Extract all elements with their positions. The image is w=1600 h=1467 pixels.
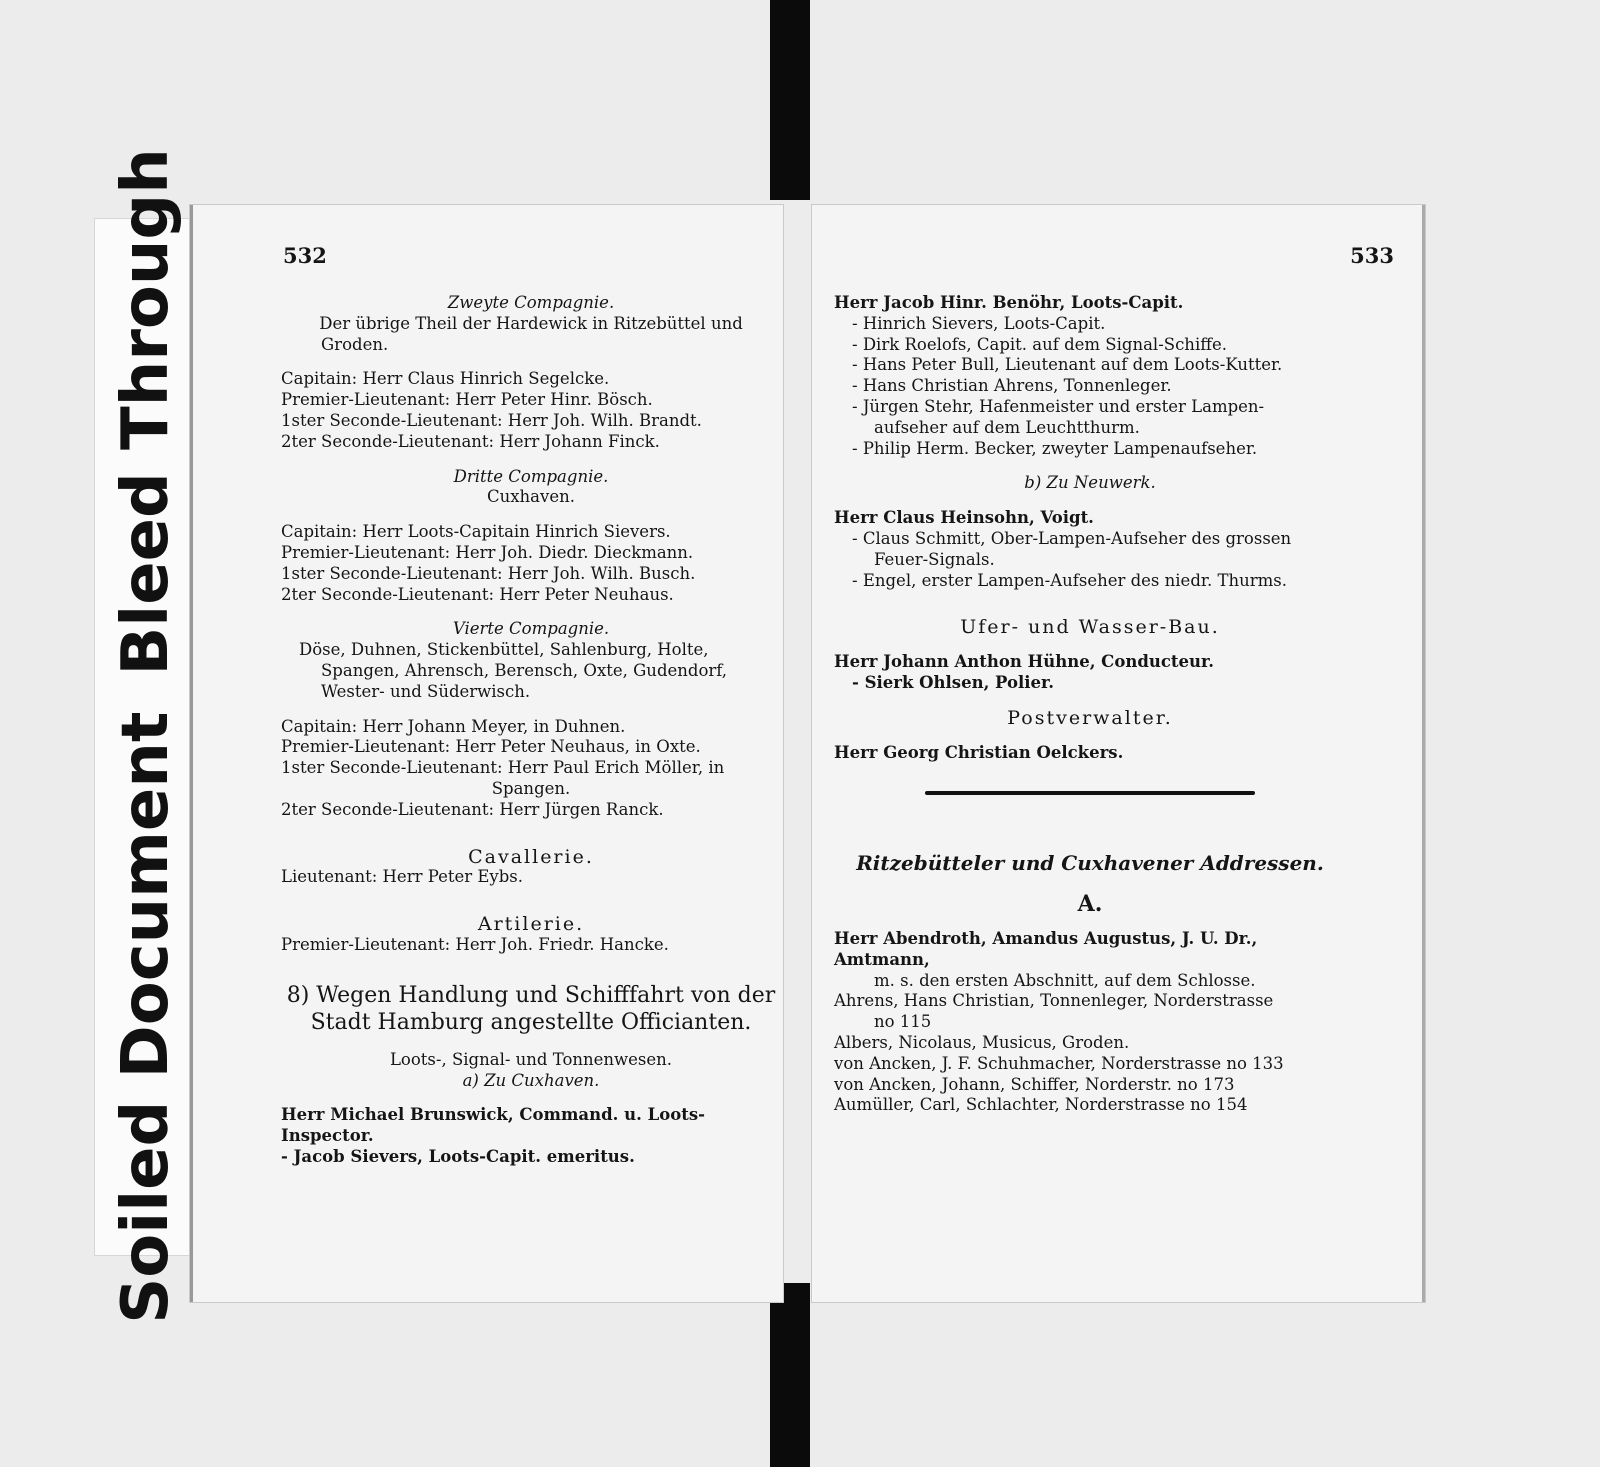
spacer [281, 355, 781, 369]
text-line: Artilerie. [477, 913, 585, 936]
text-line: 1ster Seconde-Lieutenant: Herr Joh. Wilh. Brandt. [281, 410, 702, 430]
spacer [834, 694, 1346, 708]
addresses-heading: Ritzebütteler und Cuxhavener Addressen. [856, 851, 1324, 876]
text-line: Ahrens, Hans Christian, Tonnenleger, Norderstrasse [834, 991, 1274, 1011]
text-line: Aumüller, Carl, Schlachter, Norderstrasse no 154 [834, 1095, 1248, 1115]
text-line: Spangen. [491, 778, 571, 798]
text-line: von Ancken, J. F. Schuhmacher, Norderstrasse no 133 [834, 1053, 1284, 1073]
text-line: aufseher auf dem Leuchtthurm. [874, 417, 1140, 437]
spacer [834, 729, 1346, 743]
text-line: Groden. [321, 334, 389, 354]
book-spine-bottom [770, 1283, 810, 1467]
text-line: Stadt Hamburg angestellte Officianten. [310, 1009, 752, 1035]
text-line: Cuxhaven. [487, 487, 575, 507]
text-line: Capitain: Herr Loots-Capitain Hinrich Sievers. [281, 522, 671, 542]
text-line: Vierte Compagnie. [452, 619, 610, 639]
spacer [834, 494, 1346, 508]
spacer [834, 638, 1346, 652]
left-page-text [281, 293, 781, 1168]
spacer [834, 459, 1346, 473]
spacer [281, 1036, 781, 1050]
text-line: Lieutenant: Herr Peter Eybs. [281, 867, 524, 887]
text-line: b) Zu Neuwerk. [1024, 473, 1156, 493]
page-number: 533 [1350, 243, 1394, 268]
text-line: Zweyte Compagnie. [447, 293, 615, 312]
spacer [281, 1091, 781, 1105]
text-line: - Philip Herm. Becker, zweyter Lampenaufseher. [852, 438, 1258, 458]
text-line: Herr Jacob Hinr. Benöhr, Loots-Capit. [834, 293, 1184, 312]
text-line: Herr Johann Anthon Hühne, Conducteur. [834, 652, 1214, 672]
text-line: Herr Claus Heinsohn, Voigt. [834, 508, 1094, 528]
spacer [281, 605, 781, 619]
text-line: 2ter Seconde-Lieutenant: Herr Peter Neuhaus. [281, 584, 674, 604]
text-line: 8) Wegen Handlung und Schifffahrt von der [286, 982, 776, 1008]
text-line: no 115 [874, 1012, 932, 1032]
right-page [812, 205, 1425, 1302]
text-line: Herr Michael Brunswick, Command. u. Loots-Inspector. [281, 1105, 705, 1146]
condition-label-bleed: Bleed Through [109, 148, 183, 676]
spacer [834, 591, 1346, 617]
text-line: Der übrige Theil der Hardewick in Ritzebüttel und [319, 313, 743, 333]
text-line: Wester- und Süderwisch. [321, 681, 531, 701]
condition-label [94, 148, 198, 1324]
text-line: - Hans Peter Bull, Lieutenant auf dem Loots-Kutter. [852, 355, 1283, 375]
text-line: Ufer- und Wasser-Bau. [960, 616, 1220, 639]
text-line: Loots-, Signal- und Tonnenwesen. [389, 1049, 673, 1069]
text-line: a) Zu Cuxhaven. [462, 1070, 600, 1090]
text-line: Döse, Duhnen, Stickenbüttel, Sahlenburg, Holte, [299, 640, 709, 660]
text-line: Premier-Lieutenant: Herr Joh. Diedr. Dieckmann. [281, 542, 694, 562]
text-line: 2ter Seconde-Lieutenant: Herr Jürgen Ranck. [281, 799, 664, 819]
text-line: Premier-Lieutenant: Herr Peter Hinr. Bösch. [281, 390, 653, 410]
text-line: Premier-Lieutenant: Herr Peter Neuhaus, in Oxte. [281, 737, 701, 757]
text-line: Herr Abendroth, Amandus Augustus, J. U. Dr., Amtmann, [834, 928, 1258, 969]
text-line: Spangen, Ahrensch, Berensch, Oxte, Gudendorf, [321, 660, 728, 680]
spacer [281, 888, 781, 914]
right-page-text [834, 293, 1346, 1116]
text-line: - Jürgen Stehr, Hafenmeister und erster Lampen- [852, 396, 1265, 416]
text-line: Capitain: Herr Claus Hinrich Segelcke. [281, 369, 610, 389]
spacer [281, 508, 781, 522]
text-line: Capitain: Herr Johann Meyer, in Duhnen. [281, 716, 626, 736]
text-line: von Ancken, Johann, Schiffer, Norderstr. no 173 [834, 1074, 1235, 1094]
spacer [281, 703, 781, 717]
text-line: Postverwalter. [1007, 706, 1173, 729]
text-line: Cavallerie. [468, 845, 594, 868]
text-line: - Hans Christian Ahrens, Tonnenleger. [852, 376, 1172, 396]
spacer [281, 956, 781, 982]
text-line: 2ter Seconde-Lieutenant: Herr Johann Finck. [281, 431, 660, 451]
text-line: - Dirk Roelofs, Capit. auf dem Signal-Schiffe. [852, 334, 1227, 354]
text-line: Premier-Lieutenant: Herr Joh. Friedr. Hancke. [281, 934, 669, 954]
address-list [834, 929, 1346, 1116]
text-line: Herr Georg Christian Oelckers. [834, 742, 1124, 762]
text-line: - Sierk Ohlsen, Polier. [852, 672, 1054, 692]
text-line: 1ster Seconde-Lieutenant: Herr Joh. Wilh. Busch. [281, 563, 696, 583]
text-line: 1ster Seconde-Lieutenant: Herr Paul Erich Möller, in [281, 758, 725, 778]
text-line: - Jacob Sievers, Loots-Capit. emeritus. [281, 1146, 635, 1166]
book-spine-top [770, 0, 810, 200]
section-letter: A. [1077, 891, 1103, 918]
text-line: - Claus Schmitt, Ober-Lampen-Aufseher des grossen [852, 528, 1292, 548]
text-line: Albers, Nicolaus, Musicus, Groden. [834, 1032, 1130, 1052]
page-number: 532 [283, 243, 327, 268]
spacer [281, 453, 781, 467]
spacer [281, 821, 781, 847]
officials-list [834, 293, 1346, 763]
text-line: - Hinrich Sievers, Loots-Capit. [852, 313, 1106, 333]
left-page [190, 205, 783, 1302]
text-line: Feuer-Signals. [874, 549, 995, 569]
text-line: m. s. den ersten Abschnitt, auf dem Schlosse. [874, 970, 1256, 990]
text-line: - Engel, erster Lampen-Aufseher des niedr. Thurms. [852, 570, 1287, 590]
text-line: Dritte Compagnie. [453, 466, 609, 486]
condition-label-soiled: Soiled Document [109, 711, 183, 1324]
